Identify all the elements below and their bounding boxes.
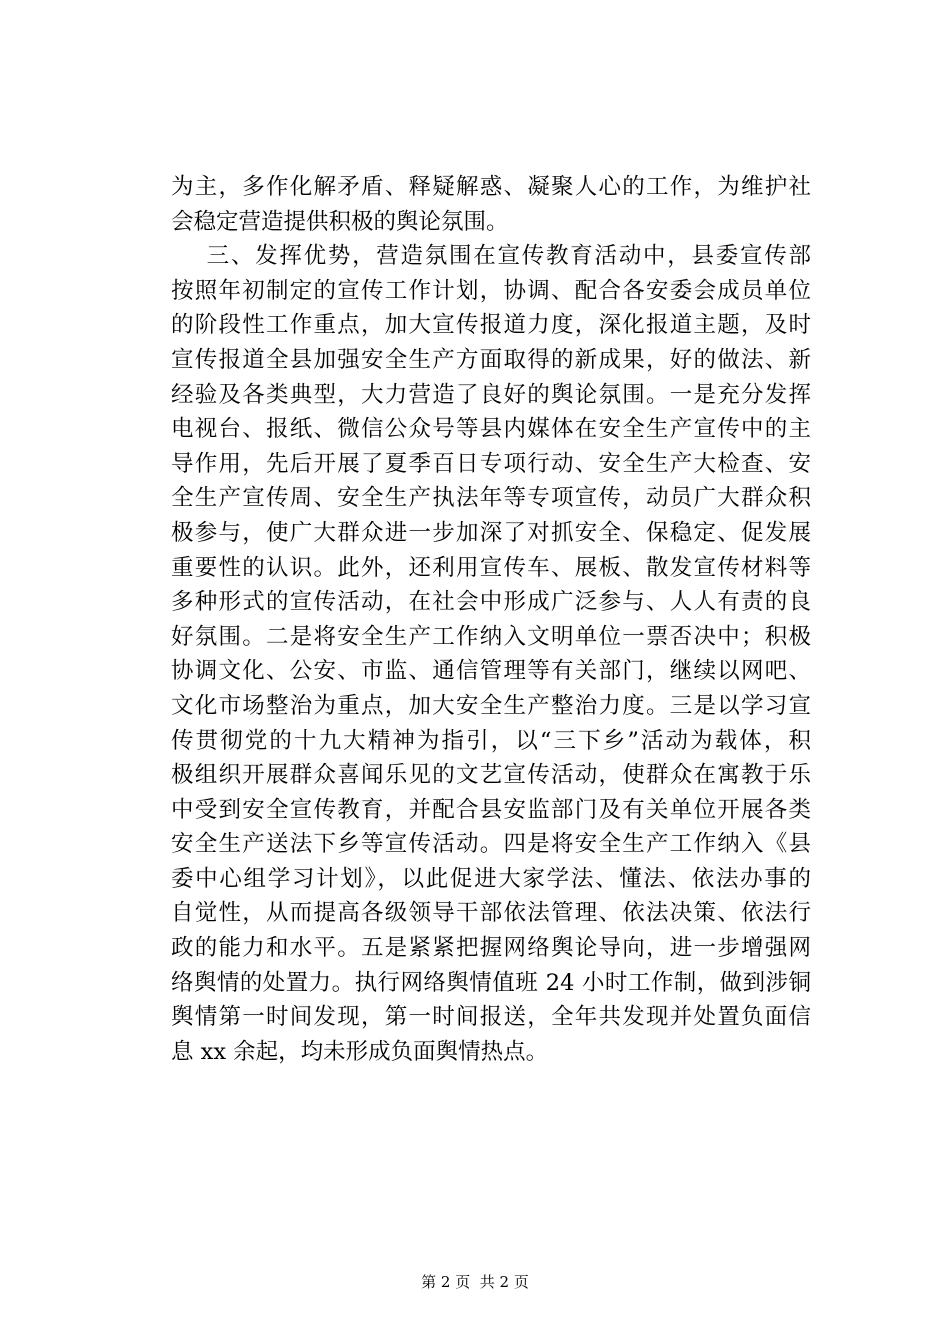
text-line: 导作用，先后开展了夏季百日专项行动、安全生产大检查、安 — [171, 450, 811, 477]
text-line: 按照年初制定的宣传工作计划，协调、配合各安委会成员单位 — [171, 277, 811, 304]
page-footer — [0, 1272, 950, 1292]
text-line: 极组织开展群众喜闻乐见的文艺宣传活动，使群众在寓教于乐 — [171, 762, 811, 789]
text-line: 文化市场整治为重点，加大安全生产整治力度。三是以学习宣 — [171, 692, 811, 719]
text-line: 电视台、报纸、微信公众号等县内媒体在安全生产宣传中的主 — [171, 416, 811, 443]
text-line: 络舆情的处置力。执行网络舆情值班 24 小时工作制，做到涉铜 — [171, 969, 811, 996]
text-line: 协调文化、公安、市监、通信管理等有关部门，继续以网吧、 — [171, 658, 811, 685]
text-line: 好氛围。二是将安全生产工作纳入文明单位一票否决中；积极 — [171, 623, 811, 650]
text-line: 多种形式的宣传活动，在社会中形成广泛参与、人人有责的良 — [171, 589, 811, 616]
text-line: 传贯彻党的十九大精神为指引，以“三下乡”活动为载体，积 — [171, 727, 811, 754]
body-text — [171, 170, 811, 1069]
text-line: 会稳定营造提供积极的舆论氛围。 — [171, 208, 509, 235]
text-line: 重要性的认识。此外，还利用宣传车、展板、散发宣传材料等 — [171, 554, 811, 581]
text-line: 为主，多作化解矛盾、释疑解惑、凝聚人心的工作，为维护社 — [171, 174, 811, 200]
text-line: 息 xx 余起，均未形成负面舆情热点。 — [171, 1038, 549, 1065]
text-line: 舆情第一时间发现，第一时间报送，全年共发现并处置负面信 — [171, 1004, 811, 1031]
text-line: 的阶段性工作重点，加大宣传报道力度，深化报道主题，及时 — [171, 312, 811, 339]
text-line: 安全生产送法下乡等宣传活动。四是将安全生产工作纳入《县 — [171, 831, 811, 858]
text-line: 极参与，使广大群众进一步加深了对抓安全、保稳定、促发展 — [171, 519, 811, 546]
text-line: 政的能力和水平。五是紧紧把握网络舆论导向，进一步增强网 — [171, 935, 811, 962]
text-line: 自觉性，从而提高各级领导干部依法管理、依法决策、依法行 — [171, 900, 811, 927]
text-line: 全生产宣传周、安全生产执法年等专项宣传，动员广大群众积 — [171, 485, 811, 512]
text-line: 宣传报道全县加强安全生产方面取得的新成果，好的做法、新 — [171, 346, 811, 373]
text-line: 中受到安全宣传教育，并配合县安监部门及有关单位开展各类 — [171, 796, 811, 823]
text-line: 三、发挥优势，营造氛围在宣传教育活动中，县委宣传部 — [171, 243, 811, 270]
page-number-label: 第 2 页 共 2 页 — [421, 1273, 529, 1291]
text-line: 委中心组学习计划》，以此促进大家学法、懂法、依法办事的 — [171, 865, 811, 892]
text-line: 经验及各类典型，大力营造了良好的舆论氛围。一是充分发挥 — [171, 381, 811, 408]
